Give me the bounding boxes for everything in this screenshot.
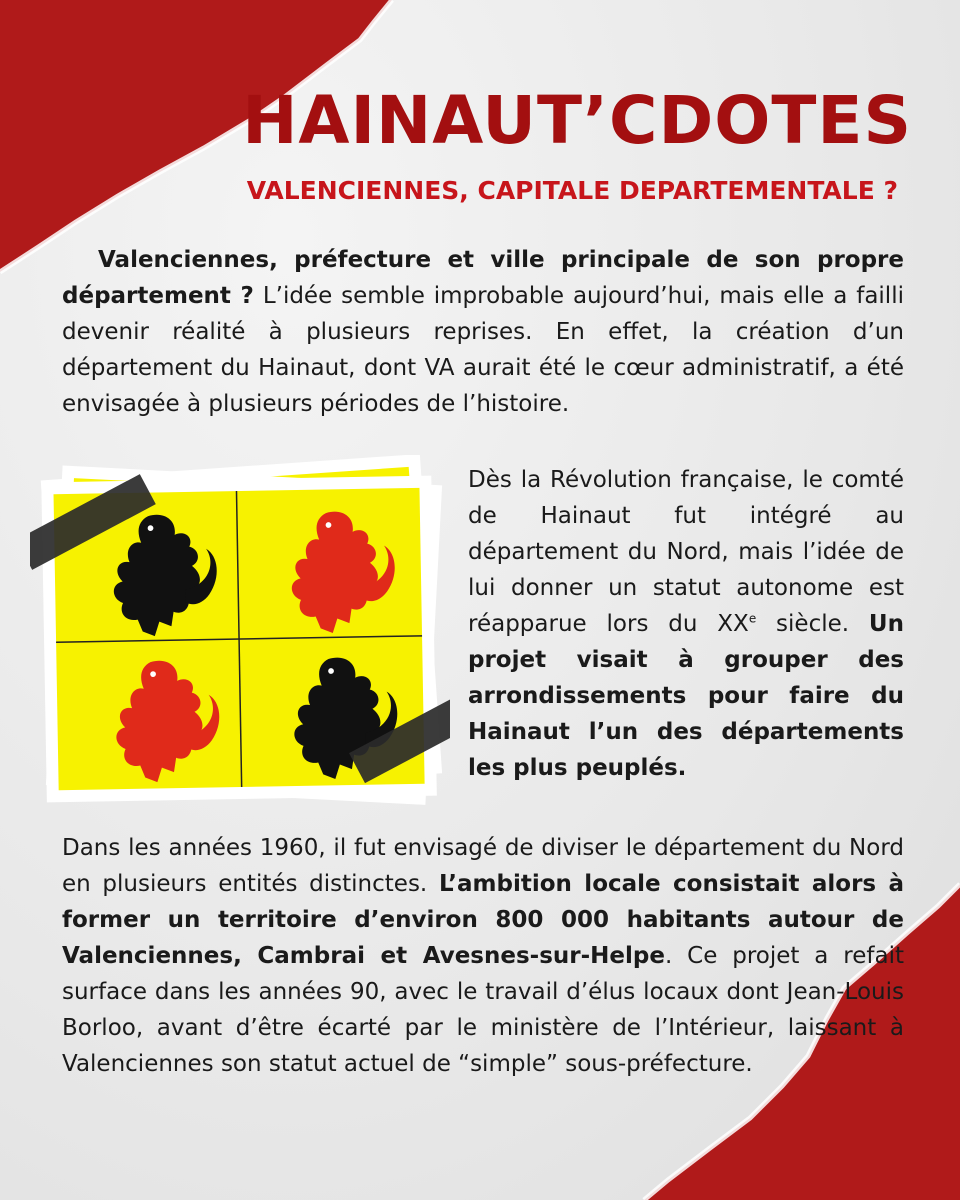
page-title: HAINAUT’CDOTES [242, 82, 912, 159]
paragraph-intro-bold: Valenciennes, préfecture et ville principale de son propre département ? [62, 247, 904, 309]
paragraph-intro-text: L’idée semble improbable aujourd’hui, mais elle a failli devenir réalité à plusieurs reprises. En effet, la création d’un département du Hainaut, dont VA aurait été le cœur administratif, a été envisagée à plusieurs périodes de l’histoire. [62, 283, 904, 417]
paragraph-1960-text: Dans les années 1960, il fut envisagé de diviser le département du Nord en plusieurs entités distinctes. [62, 835, 904, 897]
hainaut-flag-image [30, 455, 450, 815]
superscript: e [748, 611, 757, 626]
paragraph-revolution-bold: Un projet visait à grouper des arrondissements pour faire du Hainaut l’un des départements les plus peuplés. [468, 611, 904, 781]
paragraph-revolution-text-after: siècle. [756, 611, 869, 637]
paragraph-90s-inline: . Ce projet a refait surface dans les années 90, avec le travail d’élus locaux dont Jean-Louis Borloo, avant d’être écarté par le ministère de l’Intérieur, laissant à Valenciennes son statut actuel de “simple” sous-préfecture. [62, 943, 904, 1077]
paragraph-revolution-text: Dès la Révolution française, le comté de Hainaut fut intégré au département du Nord, mais l’idée de lui donner un statut autonome est réapparue lors du XX [468, 467, 904, 637]
paragraph-intro [62, 242, 904, 422]
paragraph-1960-bold: L’ambition locale consistait alors à former un territoire d’environ 800 000 habitants autour de Valenciennes, Cambrai et Avesnes-sur-Helpe [62, 871, 904, 969]
page-subtitle: VALENCIENNES, CAPITALE DEPARTEMENTALE ? [246, 176, 898, 205]
paragraph-1960 [62, 830, 904, 1082]
paragraph-revolution [468, 462, 904, 786]
